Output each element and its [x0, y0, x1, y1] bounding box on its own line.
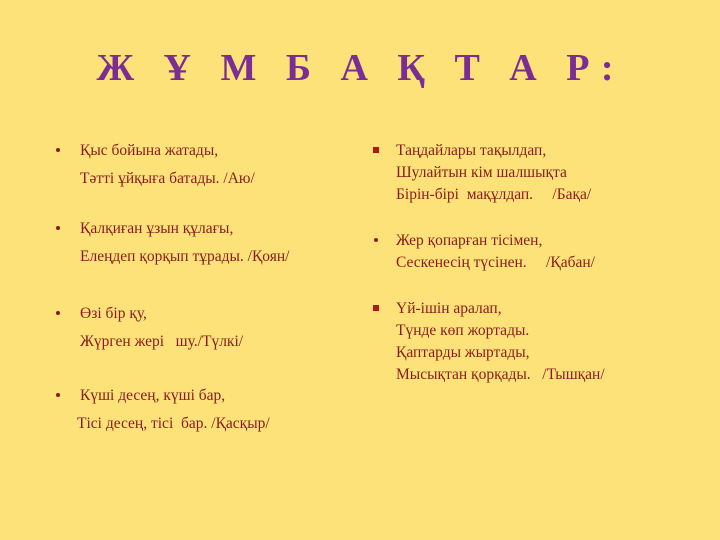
- riddle-item: [370, 298, 710, 386]
- left-riddle-list: [52, 140, 352, 435]
- riddle-item: [370, 230, 710, 274]
- bullet-dot-icon: [52, 385, 64, 407]
- riddle-line: Түнде көп жортады.: [396, 322, 530, 339]
- bullet-dot-icon: [52, 140, 64, 162]
- riddle-item: [52, 385, 352, 435]
- riddle-line: Елеңдеп қорқып тұрады. /Қоян/: [80, 248, 290, 265]
- riddle-line: Сескенесің түсінен. /Қабан/: [396, 254, 595, 271]
- riddle-line: Жер қопарған тісімен,: [396, 232, 543, 249]
- riddle-line: Тісі десең, тісі бар. /Қасқыр/: [77, 415, 270, 432]
- riddle-line: Жүрген жері шу./Түлкі/: [80, 333, 244, 350]
- riddle-line: Күші десең, күші бар,: [80, 387, 226, 404]
- right-riddle-list: [370, 140, 710, 386]
- riddle-line: Шулайтын кім шалшықта: [396, 164, 567, 181]
- bullet-square-icon: [370, 140, 382, 162]
- bullet-dot-icon: [52, 218, 64, 240]
- riddle-item: [52, 140, 352, 190]
- riddle-line: Үй-ішін аралап,: [396, 300, 502, 317]
- riddle-line: Мысықтан қорқады. /Тышқан/: [396, 366, 605, 383]
- bullet-square-icon: [370, 298, 382, 320]
- slide-title: Ж Ұ М Б А Қ Т А Р:: [96, 47, 624, 89]
- riddle-line: Бірін-бірі мақұлдап. /Бақа/: [396, 186, 592, 203]
- bullet-dot-icon: [52, 303, 64, 325]
- bullet-dot-icon: [370, 230, 382, 252]
- riddle-line: Қыс бойына жатады,: [80, 142, 219, 159]
- riddle-line: Тәтті ұйқыға батады. /Аю/: [80, 170, 255, 187]
- riddle-item: [370, 140, 710, 206]
- riddle-item: [52, 218, 352, 268]
- riddle-line: Қалқиған ұзын құлағы,: [80, 220, 234, 237]
- riddle-line: Қаптарды жыртады,: [396, 344, 530, 361]
- riddle-line: Таңдайлары тақылдап,: [396, 142, 547, 159]
- riddle-item: [52, 303, 352, 353]
- riddle-line: Өзі бір қу,: [80, 305, 147, 322]
